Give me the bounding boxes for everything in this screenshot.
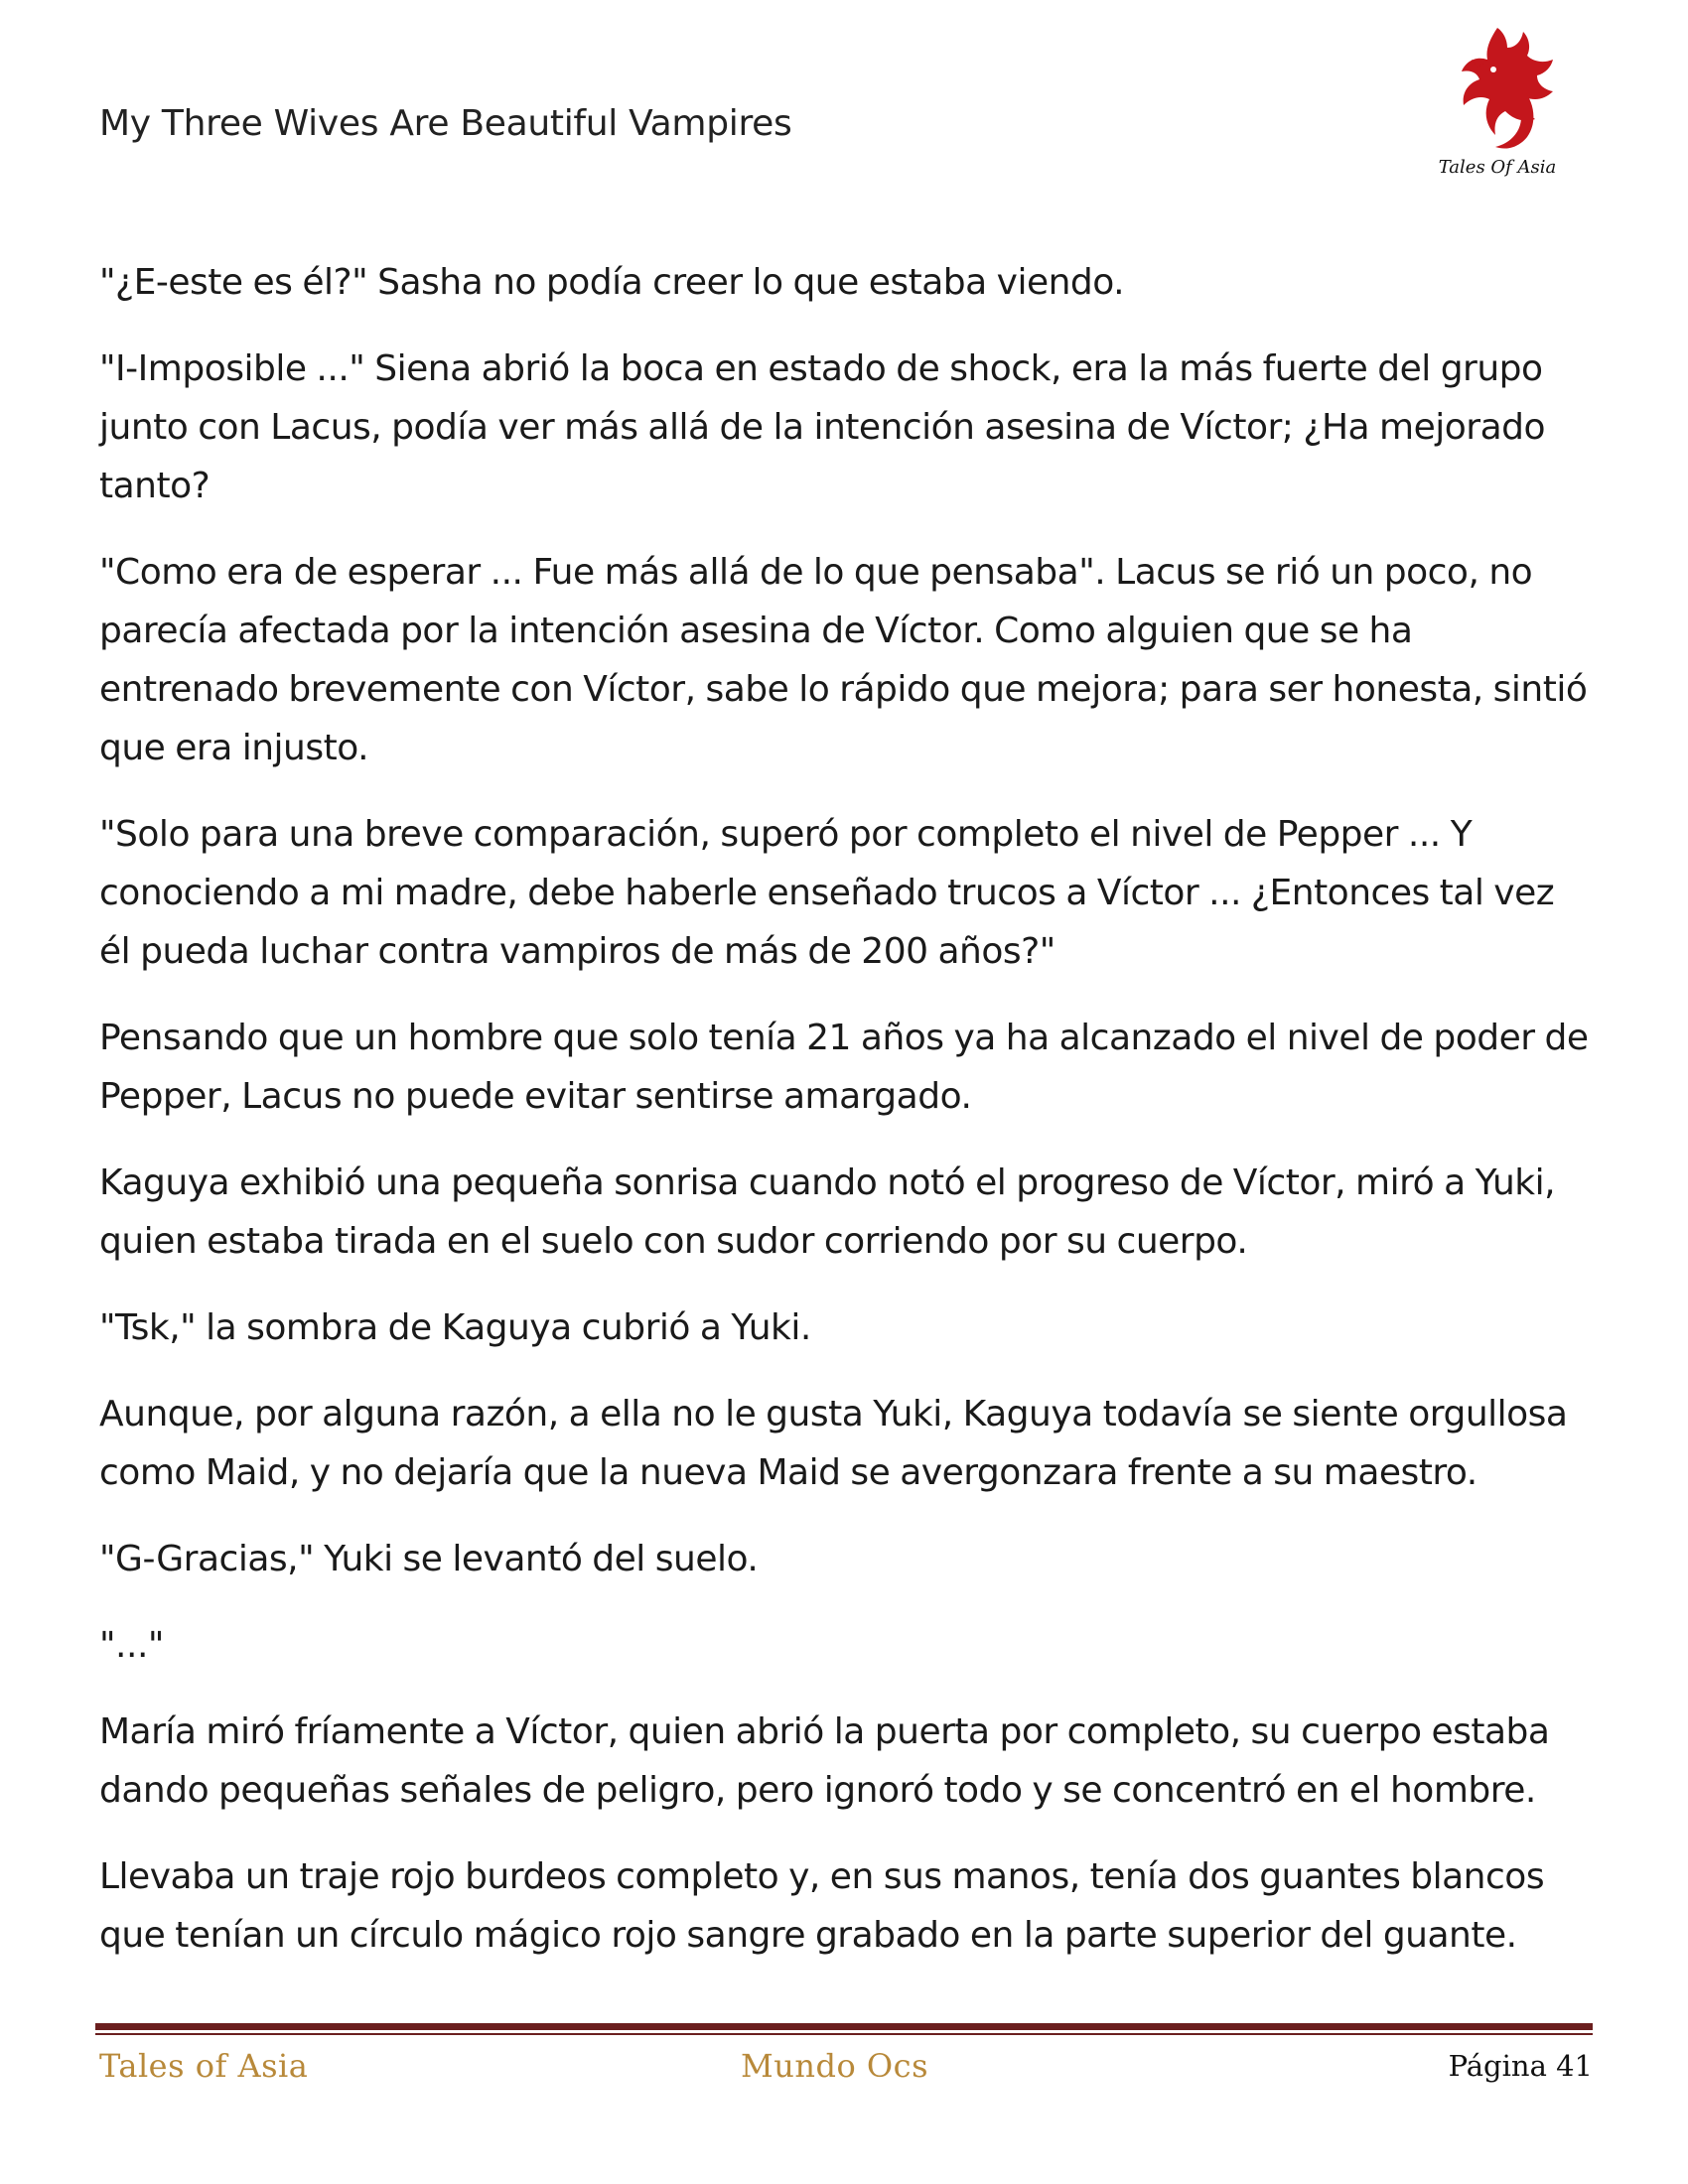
document-body bbox=[99, 253, 1589, 1992]
paragraph: "I-Imposible ..." Siena abrió la boca en estado de shock, era la más fuerte del grupo junto con Lacus, podía ver más allá de la intención asesina de Víctor; ¿Ha mejorado tanto? bbox=[99, 348, 1546, 506]
footer-rule-thin bbox=[95, 2033, 1593, 2035]
paragraph: Aunque, por alguna razón, a ella no le gusta Yuki, Kaguya todavía se siente orgullosa como Maid, y no dejaría que la nueva Maid se avergonzara frente a su maestro. bbox=[99, 1394, 1568, 1493]
page-number: Página 41 bbox=[1448, 2049, 1593, 2083]
footer-group-name: Mundo Ocs bbox=[741, 2047, 928, 2085]
document-title: My Three Wives Are Beautiful Vampires bbox=[99, 103, 792, 144]
footer-site-name: Tales of Asia bbox=[99, 2047, 309, 2085]
paragraph: "Tsk," la sombra de Kaguya cubrió a Yuki. bbox=[99, 1307, 811, 1348]
paragraph: Llevaba un traje rojo burdeos completo y, en sus manos, tenía dos guantes blancos que tenían un círculo mágico rojo sangre grabado en la parte superior del guante. bbox=[99, 1856, 1545, 1956]
paragraph: María miró fríamente a Víctor, quien abrió la puerta por completo, su cuerpo estaba dando pequeñas señales de peligro, pero ignoró todo y se concentró en el hombre. bbox=[99, 1711, 1550, 1811]
footer-rule-thick bbox=[95, 2023, 1593, 2030]
paragraph: Pensando que un hombre que solo tenía 21 años ya ha alcanzado el nivel de poder de Pepper, Lacus no puede evitar sentirse amargado. bbox=[99, 1018, 1589, 1117]
logo-caption: Tales Of Asia bbox=[1438, 157, 1557, 178]
paragraph: "¿E-este es él?" Sasha no podía creer lo que estaba viendo. bbox=[99, 262, 1125, 303]
paragraph: "G-Gracias," Yuki se levantó del suelo. bbox=[99, 1539, 759, 1579]
paragraph: "..." bbox=[99, 1625, 164, 1666]
paragraph: Kaguya exhibió una pequeña sonrisa cuando notó el progreso de Víctor, miró a Yuki, quien estaba tirada en el suelo con sudor corriendo por su cuerpo. bbox=[99, 1162, 1556, 1262]
paragraph: "Como era de esperar ... Fue más allá de lo que pensaba". Lacus se rió un poco, no parecía afectada por la intención asesina de Víctor. Como alguien que se ha entrenado brevemente con Víctor, sabe lo rápido que mejora; para ser honesta, sintió que era injusto. bbox=[99, 552, 1588, 768]
paragraph: "Solo para una breve comparación, superó por completo el nivel de Pepper ... Y conociendo a mi madre, debe haberle enseñado trucos a Víctor ... ¿Entonces tal vez él pueda luchar contra vampiros de más de 200 años?" bbox=[99, 814, 1555, 972]
